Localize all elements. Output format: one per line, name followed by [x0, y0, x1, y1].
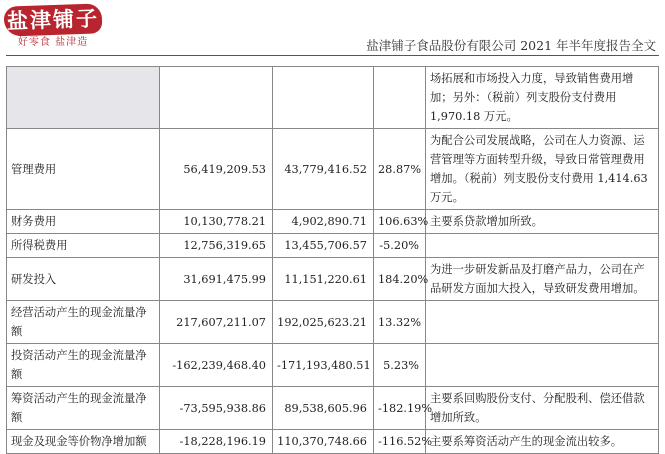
row-current-value: 31,691,475.99 — [160, 258, 273, 301]
row-item-label: 经营活动产生的现金流量净额 — [7, 301, 160, 344]
row-change-reason — [426, 344, 659, 387]
table-row — [7, 430, 659, 454]
report-title: 盐津铺子食品股份有限公司 2021 年半年度报告全文 — [366, 38, 656, 53]
row-change-percent: 184.20% — [374, 258, 426, 301]
header-divider — [6, 55, 659, 56]
row-item-label: 现金及现金等价物净增加额 — [7, 430, 160, 454]
row-current-value: -162,239,468.40 — [160, 344, 273, 387]
row-previous-value: -171,193,480.51 — [273, 344, 374, 387]
table-row — [7, 234, 659, 258]
row-change-percent: 5.23% — [374, 344, 426, 387]
row-change-percent: -116.52% — [374, 430, 426, 454]
row-item-label: 投资活动产生的现金流量净额 — [7, 344, 160, 387]
row-change-reason — [426, 301, 659, 344]
row-item-label: 管理费用 — [7, 129, 160, 210]
table-row — [7, 387, 659, 430]
row-current-value — [160, 67, 273, 129]
table-row — [7, 258, 659, 301]
row-change-percent: 106.63% — [374, 210, 426, 234]
row-change-percent: 13.32% — [374, 301, 426, 344]
row-previous-value: 110,370,748.66 — [273, 430, 374, 454]
financial-table-body — [7, 67, 659, 454]
row-change-percent — [374, 67, 426, 129]
row-current-value: -73,595,938.86 — [160, 387, 273, 430]
row-previous-value — [273, 67, 374, 129]
table-row — [7, 129, 659, 210]
row-change-reason: 为进一步研发新品及打磨产品力，公司在产品研发方面加大投入，导致研发费用增加。 — [426, 258, 659, 301]
row-previous-value: 13,455,706.57 — [273, 234, 374, 258]
logo-slogan: 好零食 盐津造 — [17, 37, 89, 48]
row-change-reason: 主要系贷款增加所致。 — [426, 210, 659, 234]
table-row — [7, 344, 659, 387]
row-current-value: 56,419,209.53 — [160, 129, 273, 210]
row-previous-value: 192,025,623.21 — [273, 301, 374, 344]
company-logo — [4, 5, 102, 49]
row-current-value: 217,607,211.07 — [160, 301, 273, 344]
table-row — [7, 301, 659, 344]
row-change-percent: 28.87% — [374, 129, 426, 210]
row-item-label — [7, 67, 160, 129]
table-row — [7, 67, 659, 129]
row-current-value: 12,756,319.65 — [160, 234, 273, 258]
row-item-label: 所得税费用 — [7, 234, 160, 258]
row-current-value: -18,228,196.19 — [160, 430, 273, 454]
row-change-reason: 为配合公司发展战略，公司在人力资源、运营管理等方面转型升级，导致日常管理费用增加。（税前）列支股份支付费用 1,414.63 万元。 — [426, 129, 659, 210]
row-change-reason: 主要系筹资活动产生的现金流出较多。 — [426, 430, 659, 454]
row-change-reason — [426, 234, 659, 258]
row-previous-value: 89,538,605.96 — [273, 387, 374, 430]
row-item-label: 研发投入 — [7, 258, 160, 301]
table-row — [7, 210, 659, 234]
row-previous-value: 11,151,220.61 — [273, 258, 374, 301]
row-item-label: 筹资活动产生的现金流量净额 — [7, 387, 160, 430]
row-current-value: 10,130,778.21 — [160, 210, 273, 234]
financial-table — [6, 66, 659, 454]
row-change-percent: -182.19% — [374, 387, 426, 430]
row-change-percent: -5.20% — [374, 234, 426, 258]
row-change-reason: 主要系回购股份支付、分配股利、偿还借款增加所致。 — [426, 387, 659, 430]
row-item-label: 财务费用 — [7, 210, 160, 234]
logo-wordmark: 盐津铺子 — [4, 3, 103, 36]
row-change-reason: 场拓展和市场投入力度，导致销售费用增加；另外：（税前）列支股份支付费用 1,970.18 万元。 — [426, 67, 659, 129]
row-previous-value: 43,779,416.52 — [273, 129, 374, 210]
row-previous-value: 4,902,890.71 — [273, 210, 374, 234]
